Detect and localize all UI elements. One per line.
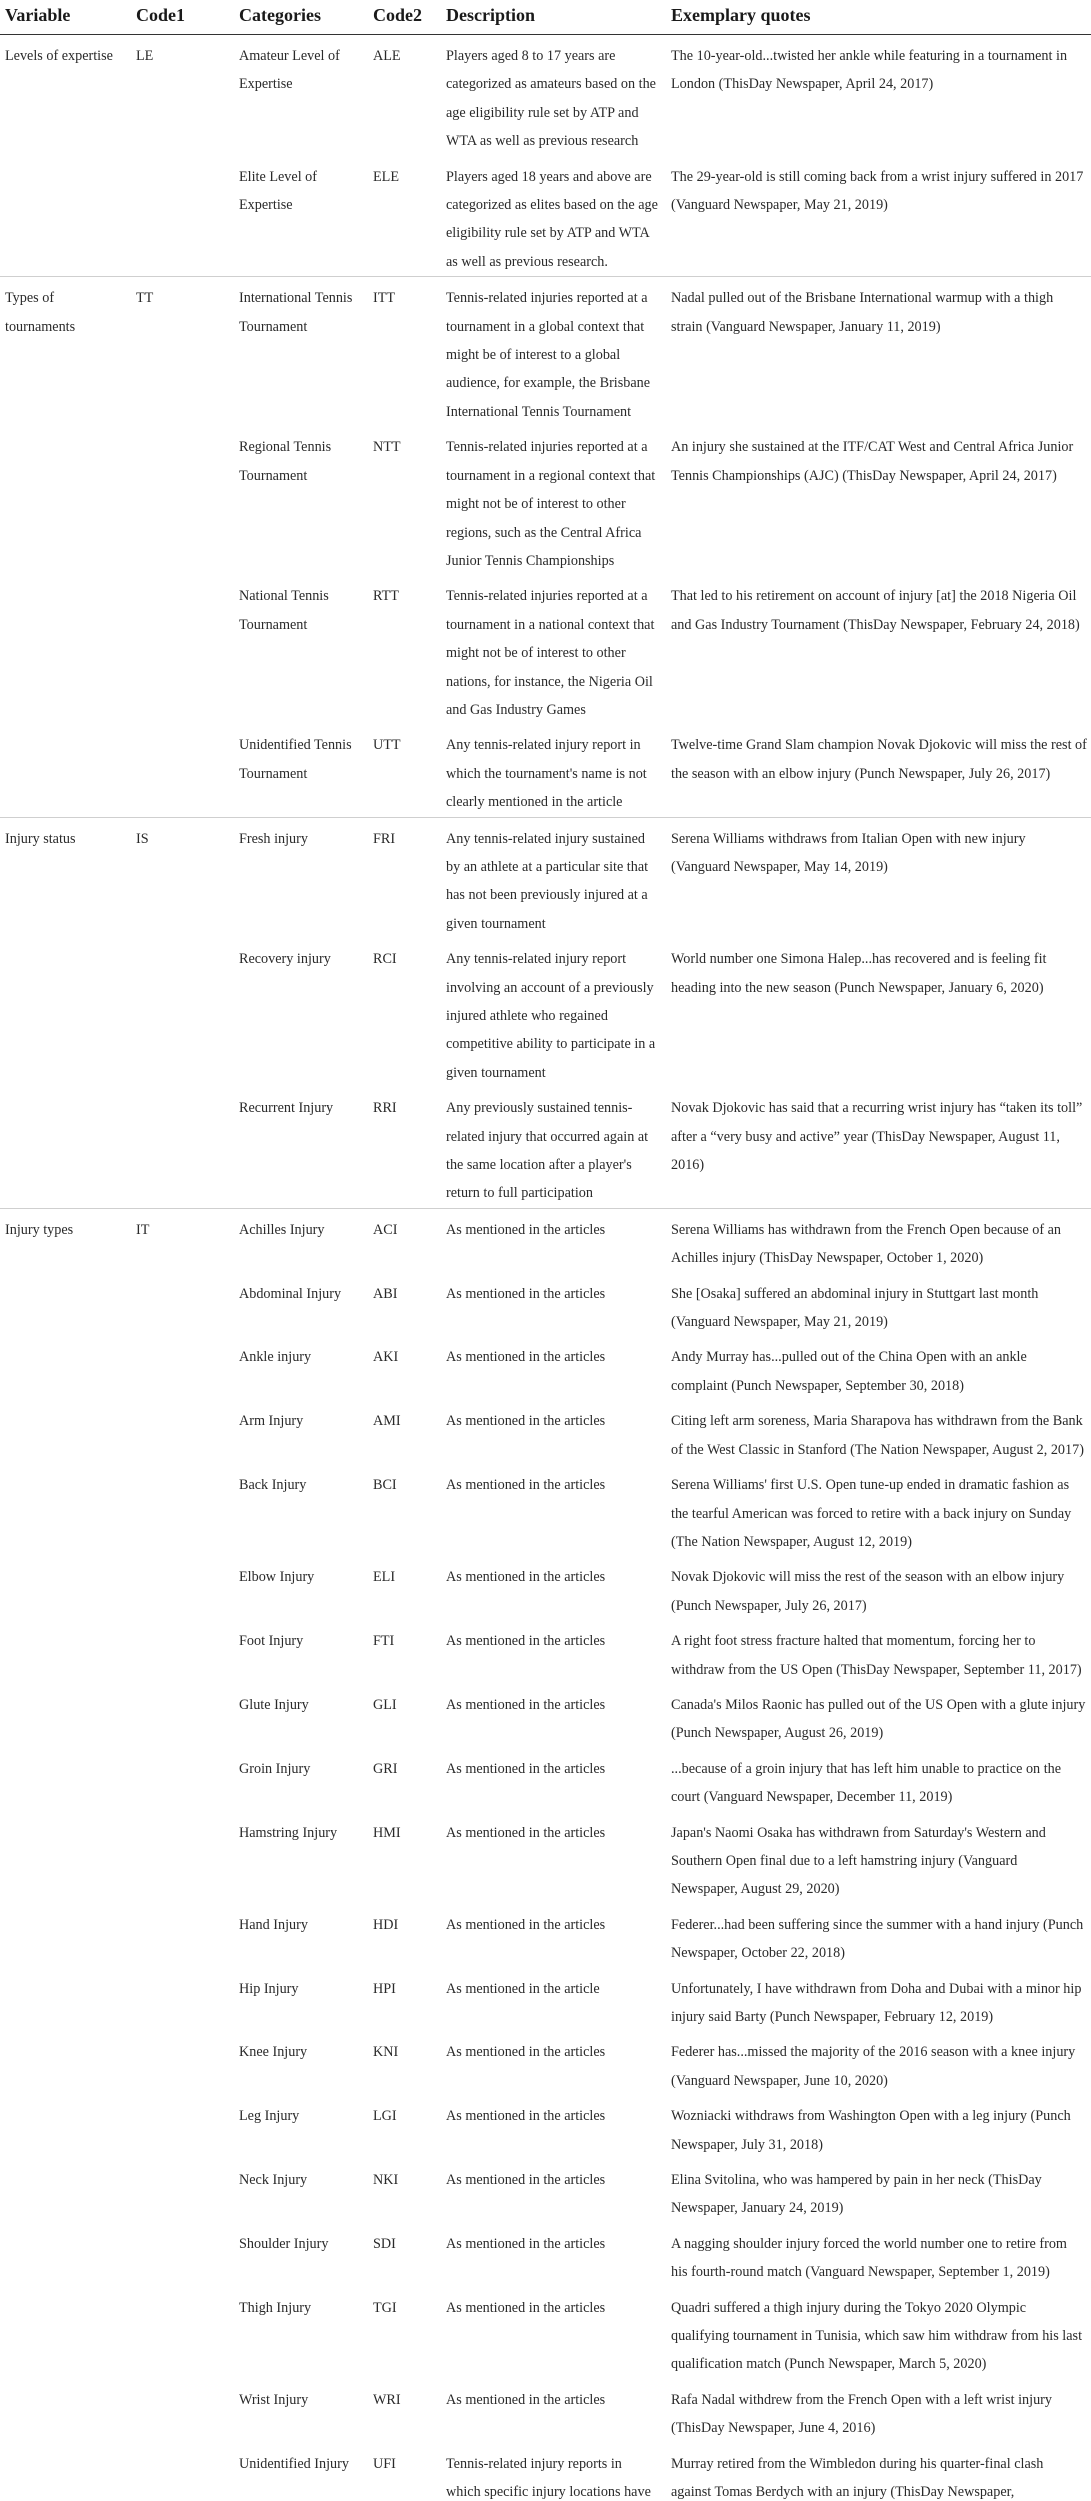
cell-description: As mentioned in the articles bbox=[446, 1824, 606, 1841]
cell-quote: Canada's Milos Raonic has pulled out of the US Open with a glute injury (Punch Newspaper, August 26, 2019) bbox=[671, 1696, 1086, 1742]
cell-description: As mentioned in the articles bbox=[446, 1285, 606, 1302]
cell-quote: Japan's Naomi Osaka has withdrawn from Saturday's Western and Southern Open final due to a left hamstring injury (Vanguard Newspaper, August 29, 2020) bbox=[671, 1824, 1046, 1898]
cell-variable bbox=[0, 1556, 130, 1620]
cell-code1 bbox=[130, 1336, 233, 1400]
cell-code2: RCI bbox=[373, 951, 397, 968]
cell-variable bbox=[0, 1968, 130, 2032]
cell-category: Thigh Injury bbox=[239, 2299, 312, 2316]
cell-description: As mentioned in the articles bbox=[446, 1916, 606, 1933]
header-categories: Categories bbox=[239, 5, 321, 25]
cell-quote: The 29-year-old is still coming back from a wrist injury suffered in 2017 (Vanguard Newspaper, May 21, 2019) bbox=[671, 168, 1084, 214]
cell-code1 bbox=[130, 2443, 233, 2501]
cell-variable bbox=[0, 2287, 130, 2379]
cell-code1: IS bbox=[130, 817, 233, 938]
cell-code2: KNI bbox=[373, 2044, 399, 2061]
cell-code1 bbox=[130, 1684, 233, 1748]
table-row bbox=[0, 1464, 1091, 1556]
header-row bbox=[0, 0, 1091, 35]
cell-code1 bbox=[130, 1748, 233, 1812]
cell-variable bbox=[0, 1273, 130, 1337]
cell-quote: Serena Williams withdraws from Italian Open with new injury (Vanguard Newspaper, May 14, 2019) bbox=[665, 817, 1091, 938]
cell-description: As mentioned in the articles bbox=[440, 1208, 665, 1272]
cell-description: Any tennis-related injury report in which the tournament's name is not clearly mentioned in the article bbox=[446, 737, 647, 811]
cell-quote: She [Osaka] suffered an abdominal injury in Stuttgart last month (Vanguard Newspaper, May 21, 2019) bbox=[671, 1285, 1039, 1331]
cell-variable: Levels of expertise bbox=[5, 48, 113, 64]
cell-description: As mentioned in the articles bbox=[446, 2391, 606, 2408]
cell-quote: A right foot stress fracture halted that momentum, forcing her to withdraw from the US Open (ThisDay Newspaper, September 11, 2017) bbox=[671, 1633, 1082, 1678]
table-row bbox=[0, 2223, 1091, 2287]
cell-variable bbox=[0, 1748, 130, 1812]
cell-quote: Nadal pulled out of the Brisbane International warmup with a thigh strain (Vanguard Newspaper, January 11, 2019) bbox=[665, 277, 1091, 427]
cell-code1 bbox=[130, 2159, 233, 2223]
cell-code1: TT bbox=[130, 277, 233, 427]
cell-category: Recurrent Injury bbox=[239, 1100, 334, 1117]
table-row bbox=[0, 1684, 1091, 1748]
cell-category: Neck Injury bbox=[239, 2172, 308, 2189]
cell-description: Tennis-related injuries reported at a tournament in a global context that might be of interest to a global audience, for example, the Brisbane International Tennis Tournament bbox=[440, 277, 665, 427]
cell-code1 bbox=[130, 426, 233, 575]
cell-category: National Tennis Tournament bbox=[239, 588, 329, 633]
cell-quote: Federer has...missed the majority of the 2016 season with a knee injury (Vanguard Newspaper, June 10, 2020) bbox=[671, 2044, 1076, 2089]
cell-quote: Elina Svitolina, who was hampered by pain in her neck (ThisDay Newspaper, January 24, 2019) bbox=[671, 2172, 1042, 2217]
cell-code2: UTT bbox=[373, 737, 401, 754]
cell-quote: That led to his retirement on account of injury [at] the 2018 Nigeria Oil and Gas Industry Tournament (ThisDay Newspaper, February 24, 2018) bbox=[671, 588, 1080, 633]
cell-category: Groin Injury bbox=[239, 1760, 311, 1777]
cell-code1 bbox=[130, 938, 233, 1087]
cell-variable bbox=[0, 1087, 130, 1208]
cell-description: Any previously sustained tennis-related injury that occurred again at the same location after a player's return to full participation bbox=[446, 1100, 649, 1202]
cell-code1 bbox=[130, 2287, 233, 2379]
cell-description: Tennis-related injury reports in which specific injury locations have bbox=[446, 2455, 651, 2501]
cell-quote: Federer...had been suffering since the summer with a hand injury (Punch Newspaper, October 22, 2018) bbox=[671, 1916, 1084, 1962]
table-row bbox=[0, 2159, 1091, 2223]
cell-category: Hamstring Injury bbox=[239, 1824, 338, 1841]
cell-variable bbox=[0, 1336, 130, 1400]
cell-description: As mentioned in the articles bbox=[446, 1349, 606, 1366]
cell-description: Any tennis-related injury sustained by an athlete at a particular site that has not been previously injured at a given tournament bbox=[440, 817, 665, 938]
cell-category: Elbow Injury bbox=[239, 1569, 315, 1586]
cell-variable bbox=[0, 426, 130, 575]
cell-quote: Serena Williams' first U.S. Open tune-up ended in dramatic fashion as the tearful American was forced to retire with a back injury on Sunday (The Nation Newspaper, August 12, 2019) bbox=[671, 1477, 1072, 1550]
cell-quote: Rafa Nadal withdrew from the French Open with a left wrist injury (ThisDay Newspaper, June 4, 2016) bbox=[671, 2391, 1052, 2437]
cell-category: Ankle injury bbox=[239, 1349, 312, 1366]
cell-code1: LE bbox=[136, 48, 154, 64]
cell-description: As mentioned in the articles bbox=[446, 1696, 606, 1713]
cell-description: As mentioned in the articles bbox=[446, 2235, 606, 2252]
cell-description: Players aged 18 years and above are categorized as elites based on the age eligibility rule set by ATP and WTA as well as previous research. bbox=[446, 168, 658, 270]
cell-code2: HDI bbox=[373, 1916, 399, 1933]
cell-quote: The 10-year-old...twisted her ankle while featuring in a tournament in London (ThisDay Newspaper, April 24, 2017) bbox=[671, 48, 1068, 93]
cell-quote: Andy Murray has...pulled out of the China Open with an ankle complaint (Punch Newspaper, September 30, 2018) bbox=[671, 1349, 1027, 1394]
cell-quote: Unfortunately, I have withdrawn from Doha and Dubai with a minor hip injury said Barty (Punch Newspaper, February 12, 2019) bbox=[671, 1980, 1082, 2025]
cell-description: Tennis-related injuries reported at a tournament in a national context that might not be of interest to other nations, for instance, the Nigeria Oil and Gas Industry Games bbox=[446, 588, 655, 718]
cell-quote: World number one Simona Halep...has recovered and is feeling fit heading into the new season (Punch Newspaper, January 6, 2020) bbox=[671, 951, 1047, 996]
cell-code1 bbox=[130, 1087, 233, 1208]
cell-variable bbox=[0, 1400, 130, 1464]
cell-category: Back Injury bbox=[239, 1477, 307, 1494]
cell-code1 bbox=[130, 1400, 233, 1464]
cell-code1 bbox=[130, 1904, 233, 1968]
cell-code2: BCI bbox=[373, 1477, 397, 1494]
header-variable: Variable bbox=[5, 5, 71, 25]
cell-category: Wrist Injury bbox=[239, 2391, 309, 2408]
cell-code2: HPI bbox=[373, 1980, 396, 1997]
cell-category: Regional Tennis Tournament bbox=[239, 439, 332, 484]
cell-code2: ALE bbox=[373, 48, 401, 64]
cell-code2: LGI bbox=[373, 2108, 397, 2125]
table-row bbox=[0, 2287, 1091, 2379]
cell-quote: Twelve-time Grand Slam champion Novak Djokovic will miss the rest of the season with an elbow injury (Punch Newspaper, July 26, 2017) bbox=[671, 737, 1087, 782]
cell-category: Glute Injury bbox=[239, 1696, 309, 1713]
table-row bbox=[0, 1208, 1091, 1272]
cell-code2: ITT bbox=[367, 277, 440, 427]
cell-code2: ACI bbox=[367, 1208, 440, 1272]
cell-code2: SDI bbox=[373, 2235, 396, 2252]
cell-variable bbox=[0, 1684, 130, 1748]
cell-quote: A nagging shoulder injury forced the world number one to retire from his fourth-round match (Vanguard Newspaper, September 1, 2019) bbox=[671, 2235, 1067, 2281]
table-row bbox=[0, 2031, 1091, 2095]
cell-description: As mentioned in the articles bbox=[446, 1413, 606, 1430]
cell-code2: FTI bbox=[373, 1633, 395, 1650]
cell-code2: ELI bbox=[373, 1569, 396, 1586]
cell-variable bbox=[0, 1904, 130, 1968]
table-row bbox=[0, 1087, 1091, 1208]
table-row bbox=[0, 724, 1091, 817]
cell-description: As mentioned in the articles bbox=[446, 2044, 606, 2061]
cell-code2: NKI bbox=[373, 2172, 399, 2189]
header-description: Description bbox=[446, 5, 535, 25]
cell-code2: AMI bbox=[373, 1413, 401, 1430]
table-row bbox=[0, 1336, 1091, 1400]
cell-category: Fresh injury bbox=[233, 817, 367, 938]
table-row bbox=[0, 817, 1091, 938]
header-code1: Code1 bbox=[136, 5, 185, 25]
cell-variable bbox=[0, 575, 130, 724]
table-body bbox=[0, 35, 1091, 2501]
table-row bbox=[0, 1812, 1091, 1904]
cell-quote: Serena Williams has withdrawn from the French Open because of an Achilles injury (ThisDay Newspaper, October 1, 2020) bbox=[665, 1208, 1091, 1272]
cell-description: Tennis-related injuries reported at a tournament in a regional context that might not be of interest to other regions, such as the Central Africa Junior Tennis Championships bbox=[446, 439, 656, 569]
table-row bbox=[0, 1556, 1091, 1620]
cell-code2: ELE bbox=[373, 168, 399, 185]
table-row bbox=[0, 1273, 1091, 1337]
table-row bbox=[0, 277, 1091, 427]
cell-variable bbox=[0, 2159, 130, 2223]
cell-code1 bbox=[130, 2031, 233, 2095]
cell-code1 bbox=[130, 1464, 233, 1556]
cell-category: Abdominal Injury bbox=[239, 1285, 342, 1302]
cell-variable bbox=[0, 1812, 130, 1904]
cell-category: Hand Injury bbox=[239, 1916, 308, 1933]
cell-variable: Injury types bbox=[0, 1208, 130, 1272]
cell-code1 bbox=[130, 1812, 233, 1904]
cell-code1 bbox=[130, 1620, 233, 1684]
table-row bbox=[0, 1620, 1091, 1684]
cell-variable bbox=[0, 1620, 130, 1684]
cell-variable bbox=[0, 724, 130, 817]
cell-variable bbox=[0, 2443, 130, 2501]
cell-category: Achilles Injury bbox=[233, 1208, 367, 1272]
cell-category: International Tennis Tournament bbox=[233, 277, 367, 427]
cell-quote: Murray retired from the Wimbledon during his quarter-final clash against Tomas Berdych with an injury (ThisDay Newspaper, bbox=[671, 2455, 1044, 2501]
cell-variable bbox=[0, 2031, 130, 2095]
cell-description: As mentioned in the article bbox=[446, 1980, 600, 1997]
cell-description: As mentioned in the articles bbox=[446, 1633, 606, 1650]
cell-category: Foot Injury bbox=[239, 1633, 304, 1650]
cell-description: As mentioned in the articles bbox=[446, 1569, 606, 1586]
table-row bbox=[0, 1904, 1091, 1968]
cell-category: Shoulder Injury bbox=[239, 2235, 329, 2252]
cell-variable bbox=[0, 156, 130, 277]
table-row bbox=[0, 938, 1091, 1087]
cell-code2: RTT bbox=[373, 588, 399, 605]
cell-category: Amateur Level of Expertise bbox=[239, 48, 340, 93]
table-row bbox=[0, 1968, 1091, 2032]
cell-description: As mentioned in the articles bbox=[446, 2172, 606, 2189]
cell-code2: RRI bbox=[373, 1100, 397, 1117]
cell-code2: ABI bbox=[373, 1285, 398, 1302]
cell-code2: WRI bbox=[373, 2391, 401, 2408]
cell-code1 bbox=[130, 575, 233, 724]
cell-description: As mentioned in the articles bbox=[446, 2108, 606, 2125]
cell-variable bbox=[0, 2095, 130, 2159]
cell-variable bbox=[0, 938, 130, 1087]
cell-description: Players aged 8 to 17 years are categorized as amateurs based on the age eligibility rule set by ATP and WTA as well as previous research bbox=[446, 48, 656, 150]
table-row bbox=[0, 1748, 1091, 1812]
cell-code2: FRI bbox=[367, 817, 440, 938]
cell-category: Knee Injury bbox=[239, 2044, 308, 2061]
cell-code2: GLI bbox=[373, 1696, 397, 1713]
cell-quote: Novak Djokovic will miss the rest of the season with an elbow injury (Punch Newspaper, July 26, 2017) bbox=[671, 1569, 1065, 1614]
cell-quote: An injury she sustained at the ITF/CAT West and Central Africa Junior Tennis Championships (AJC) (ThisDay Newspaper, April 24, 2017) bbox=[671, 439, 1074, 484]
cell-description: As mentioned in the articles bbox=[446, 1760, 606, 1777]
cell-description: As mentioned in the articles bbox=[446, 2299, 606, 2316]
cell-code2: TGI bbox=[373, 2299, 397, 2316]
table-row bbox=[0, 2443, 1091, 2501]
cell-quote: Citing left arm soreness, Maria Sharapova has withdrawn from the Bank of the West Classic in Stanford (The Nation Newspaper, August 2, 2017) bbox=[671, 1413, 1084, 1458]
cell-category: Arm Injury bbox=[239, 1413, 304, 1430]
cell-code2: GRI bbox=[373, 1760, 398, 1777]
cell-category: Recovery injury bbox=[239, 951, 331, 968]
cell-quote: Wozniacki withdraws from Washington Open with a leg injury (Punch Newspaper, July 31, 2018) bbox=[671, 2108, 1071, 2153]
cell-category: Unidentified Tennis Tournament bbox=[239, 737, 352, 782]
table-header bbox=[0, 0, 1091, 35]
cell-category: Leg Injury bbox=[239, 2108, 300, 2125]
cell-category: Elite Level of Expertise bbox=[239, 168, 317, 214]
cell-code2: NTT bbox=[373, 439, 401, 456]
header-code2: Code2 bbox=[373, 5, 422, 25]
cell-code1: IT bbox=[130, 1208, 233, 1272]
cell-code1 bbox=[130, 1273, 233, 1337]
header-exemplary-quotes: Exemplary quotes bbox=[671, 5, 811, 25]
cell-code1 bbox=[130, 1968, 233, 2032]
cell-code1 bbox=[130, 2379, 233, 2443]
table-row bbox=[0, 1400, 1091, 1464]
cell-code1 bbox=[130, 2095, 233, 2159]
cell-quote: Quadri suffered a thigh injury during the Tokyo 2020 Olympic qualifying tournament in Tunisia, which saw him withdraw from his last qualification match (Punch Newspaper, March 5, 2020) bbox=[671, 2299, 1083, 2373]
table-row bbox=[0, 426, 1091, 575]
cell-code1 bbox=[130, 2223, 233, 2287]
cell-quote: ...because of a groin injury that has left him unable to practice on the court (Vanguard Newspaper, December 11, 2019) bbox=[671, 1760, 1062, 1806]
cell-code1 bbox=[130, 1556, 233, 1620]
cell-variable: Types of tournaments bbox=[0, 277, 130, 427]
table-row bbox=[0, 156, 1091, 277]
cell-code2: UFI bbox=[373, 2455, 396, 2472]
cell-description: Any tennis-related injury report involving an account of a previously injured athlete who regained competitive ability to participate in a given tournament bbox=[446, 951, 656, 1081]
cell-variable bbox=[0, 1464, 130, 1556]
cell-code2: AKI bbox=[373, 1349, 399, 1366]
cell-variable bbox=[0, 2223, 130, 2287]
table-row bbox=[0, 2095, 1091, 2159]
table-row bbox=[0, 575, 1091, 724]
cell-description: As mentioned in the articles bbox=[446, 1477, 606, 1494]
cell-variable: Injury status bbox=[0, 817, 130, 938]
cell-category: Unidentified Injury bbox=[239, 2455, 349, 2472]
cell-quote: Novak Djokovic has said that a recurring wrist injury has “taken its toll” after a “very busy and active” year (ThisDay Newspaper, August 11, 2016) bbox=[671, 1100, 1083, 1174]
table-row bbox=[0, 35, 1091, 156]
cell-code2: HMI bbox=[373, 1824, 401, 1841]
cell-code1 bbox=[130, 724, 233, 817]
cell-variable bbox=[0, 2379, 130, 2443]
table-row bbox=[0, 2379, 1091, 2443]
cell-category: Hip Injury bbox=[239, 1980, 299, 1997]
cell-code1 bbox=[130, 156, 233, 277]
